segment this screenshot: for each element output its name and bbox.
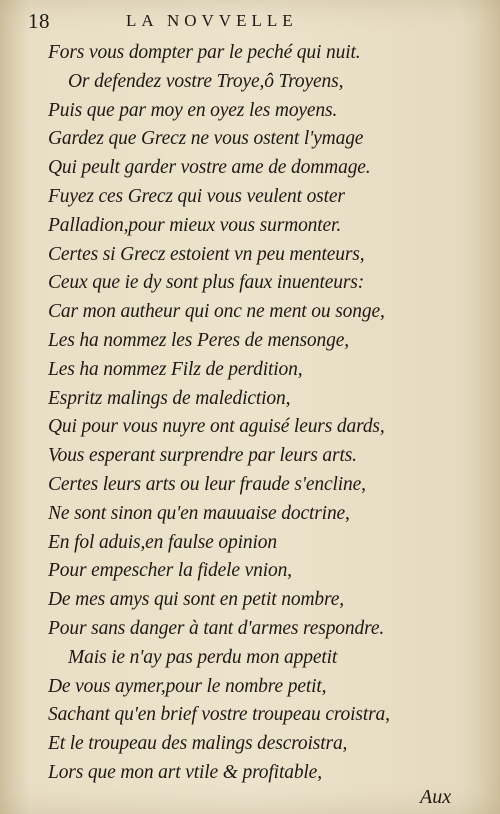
verse-line: Les ha nommez Filz de perdition, (48, 358, 303, 380)
verse-line: Qui pour vous nuyre ont aguisé leurs dards, (48, 416, 385, 438)
verse-line: Gardez que Grecz ne vous ostent l'ymage (48, 128, 364, 150)
verse-line: Fors vous dompter par le peché qui nuit. (48, 42, 361, 63)
verse-line: Espritz malings de malediction, (48, 387, 291, 409)
verse-line: De vous aymer,pour le nombre petit, (48, 675, 327, 697)
verse-line: Pour sans danger à tant d'armes respondre. (48, 617, 385, 639)
verse-line: Ceux que ie dy sont plus faux inuenteurs: (48, 272, 365, 294)
running-head: LA NOVVELLE (126, 11, 298, 30)
verse-line: Qui peult garder vostre ame de dommage. (48, 157, 371, 179)
verse-line: Or defendez vostre Troye,ô Troyens, (68, 70, 344, 92)
page-header (28, 7, 468, 33)
verse-line: Certes si Grecz estoient vn peu menteurs, (48, 243, 365, 265)
page-number: 18 (28, 9, 50, 33)
catchword: Aux (420, 786, 452, 808)
verse-line: En fol aduis,en faulse opinion (48, 531, 277, 553)
verse-line: Et le troupeau des malings descroistra, (48, 733, 348, 755)
verse-line: Car mon autheur qui onc ne ment ou songe, (48, 301, 385, 323)
verse-line: Lors que mon art vtile & profitable, (48, 761, 322, 783)
verse-line: De mes amys qui sont en petit nombre, (48, 589, 344, 611)
poem-text (0, 39, 500, 788)
verse-line: Palladion,pour mieux vous surmonter. (48, 214, 342, 236)
verse-line: Vous esperant surprendre par leurs arts. (48, 445, 357, 467)
verse-line: Les ha nommez les Peres de mensonge, (48, 329, 349, 351)
verse-line: Sachant qu'en brief vostre troupeau croistra, (48, 704, 390, 726)
verse-line: Certes leurs arts ou leur fraude s'encline, (48, 473, 366, 495)
verse-line: Puis que par moy en oyez les moyens. (48, 99, 338, 121)
verse-line: Fuyez ces Grecz qui vous veulent oster (48, 185, 345, 207)
verse-line: Pour empescher la fidele vnion, (48, 560, 292, 582)
verse-line: Ne sont sinon qu'en mauuaise doctrine, (48, 502, 350, 524)
verse-line: Mais ie n'ay pas perdu mon appetit (68, 646, 338, 668)
